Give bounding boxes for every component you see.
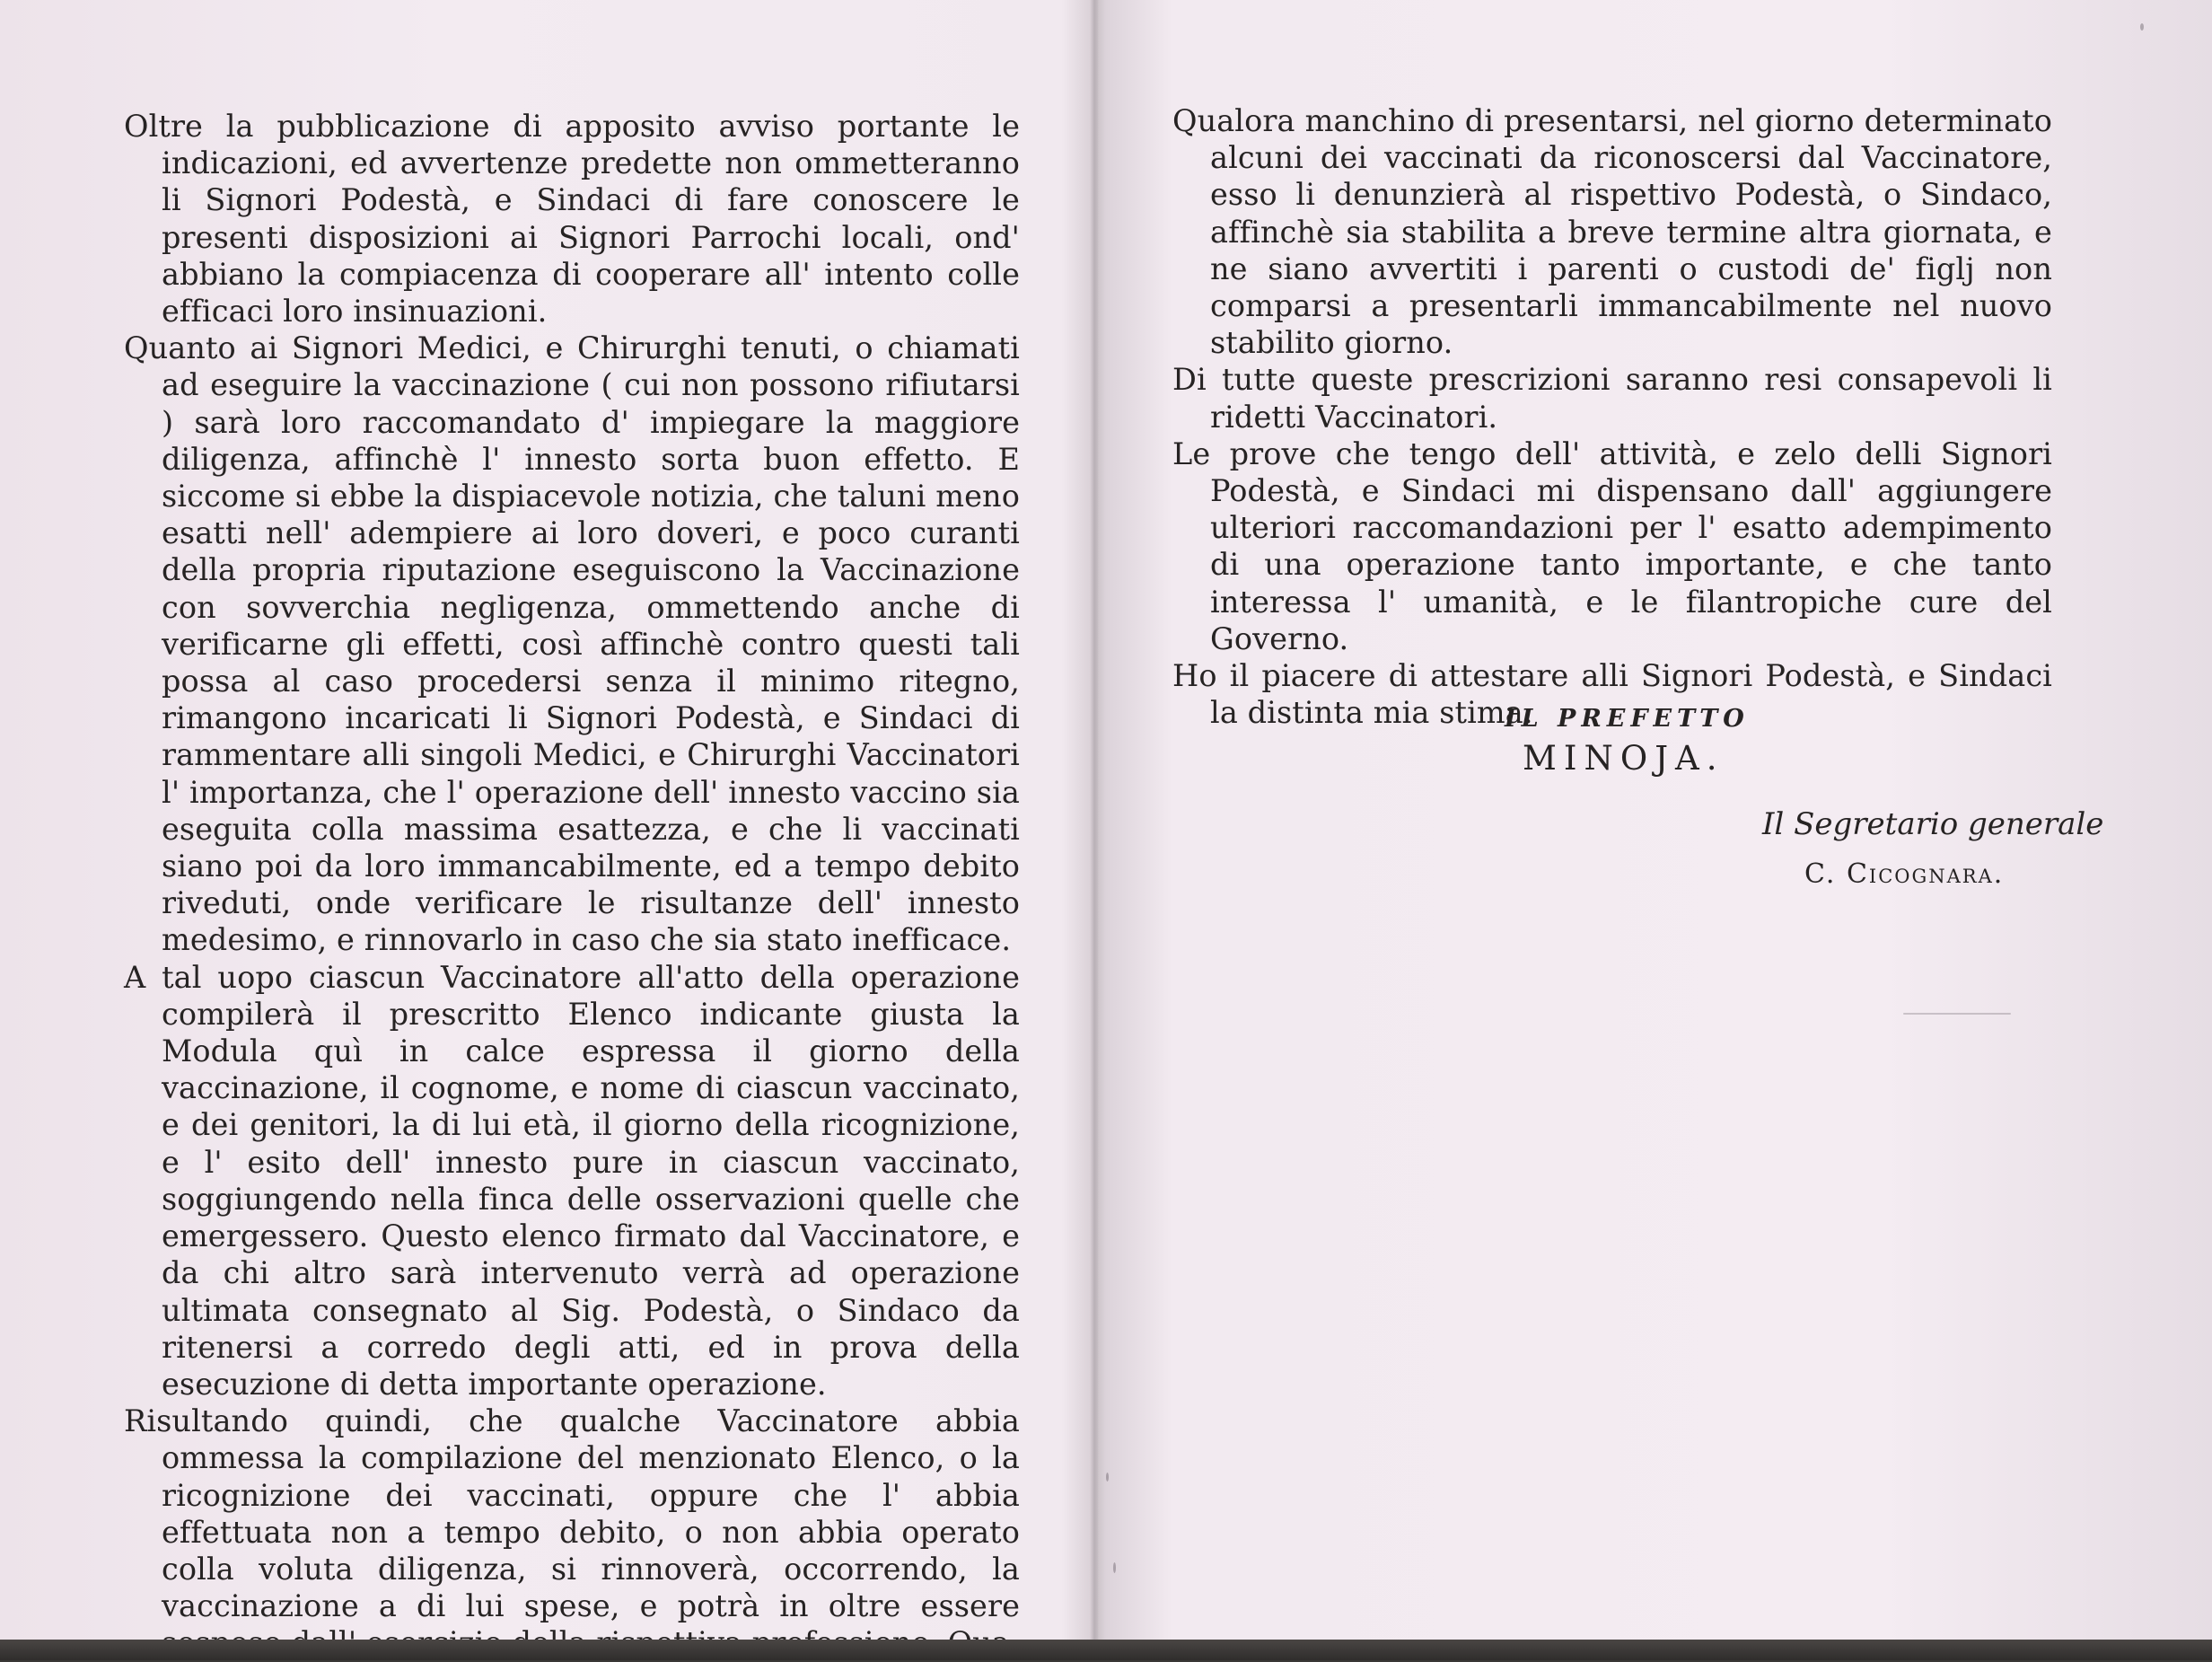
- left-text-column: [124, 108, 1020, 1662]
- secretary-name: C. Cicognara.: [1804, 858, 2005, 890]
- paper-mark: [1903, 1013, 2011, 1015]
- right-text-column: [1172, 102, 2052, 731]
- paragraph-di-tutte: Di tutte queste prescrizioni saranno resi consapevoli li ridetti Vaccinatori.: [1172, 362, 2052, 435]
- paper-speck: [2140, 23, 2144, 31]
- paragraph-quanto: Quanto ai Signori Medici, e Chirurghi tenuti, o chiamati ad eseguire la vaccinazione ( cui non possono rifiutarsi ) sarà loro raccomandato d' impiegare la maggiore diligenza, affinchè l' innesto sorta buon effetto. E siccome si ebbe la dispiacevole notizia, che taluni meno esatti nell' adempiere ai loro doveri, e poco curanti della propria riputazione eseguiscono la Vaccinazione con sovverchia negligenza, ommettendo anche di verificarne gli effetti, così affinchè contro questi tali possa al caso procedersi senza il minimo ritegno, rimangono incaricati li Signori Podestà, e Sindaci di rammentare alli singoli Medici, e Chirurghi Vaccinatori l' importanza, che l' operazione dell' innesto vaccino sia eseguita colla massima esattezza, e che li vaccinati siano poi da loro immancabilmente, ed a tempo debito riveduti, onde verificare le risultanze dell' innesto medesimo, e rinnovarlo in caso che sia stato inefficace.: [124, 330, 1020, 958]
- paragraph-risultando: Risultando quindi, che qualche Vaccinatore abbia ommessa la compilazione del menzionato Elenco, o la ricognizione dei vaccinati, oppure che l' abbia effettuata non a tempo debito, o non abbia operato colla voluta diligenza, si rinnoverà, occorrendo, la vaccinazione a di lui spese, e potrà in oltre essere: [124, 1403, 1020, 1624]
- secretary-title: Il Segretario generale: [1762, 806, 2104, 842]
- left-page: [0, 0, 1090, 1640]
- paragraph-a-tal-uopo: A tal uopo ciascun Vaccinatore all'atto della operazione compilerà il prescritto Elenco indicante giusta la Modula quì in calce espressa il giorno della vaccinazione, il cognome, e nome di ciascun vaccinato, e dei genitori, la di lui età, il giorno della ricognizione, e l' esito dell' innesto pure in ciascun vaccinato, soggiungendo nella finca delle osservazioni quelle che emergessero. Questo elenco firmato dal Vaccinatore, e da chi altro sarà intervenuto verrà ad operazione ultimata consegnato al Sig. Podestà, o Sindaco da ritenersi a corredo degli atti, ed in prova della esecuzione di detta importante operazione.: [124, 959, 1020, 1402]
- paragraph-oltre: Oltre la pubblicazione di apposito avviso portante le indicazioni, ed avvertenze predette non ommetteranno li Signori Podestà, e Sindaci di fare conoscere le presenti disposizioni ai Signori Parrochi locali, ond' abbiano la compiacenza di cooperare all' intento colle efficaci loro insinuazioni.: [124, 109, 1020, 330]
- prefect-title: IL PREFETTO: [1505, 705, 1750, 733]
- prefect-name: MINOJA.: [1523, 739, 1725, 778]
- paragraph-ho-il-piacere: Ho il piacere di attestare alli Signori Podestà, e Sindaci la distinta mia stima.: [1172, 658, 2052, 731]
- paragraph-le-prove: Le prove che tengo dell' attività, e zelo delli Signori Podestà, e Sindaci mi dispensano dall' aggiungere ulteriori raccomandazioni per l' esatto adempimento di una operazione tanto importante, e che tanto interessa l' umanità, e le filantropiche cure del Governo.: [1172, 435, 2052, 656]
- paragraph-qualora: Qualora manchino di presentarsi, nel giorno determinato alcuni dei vaccinati da riconoscersi dal Vaccinatore, esso li denunzierà al rispettivo Podestà, o Sindaco, affinchè sia stabilita a breve termine altra giornata, e ne siano avvertiti i parenti o custodi de' figlj non comparsi a presentarli immancabilmente nel nuovo stabilito giorno.: [1172, 103, 2052, 361]
- book-gutter: [1090, 0, 1099, 1660]
- paper-speck: [1106, 1473, 1109, 1482]
- page-bottom-edge: [0, 1640, 2212, 1660]
- paper-speck: [1113, 1562, 1116, 1573]
